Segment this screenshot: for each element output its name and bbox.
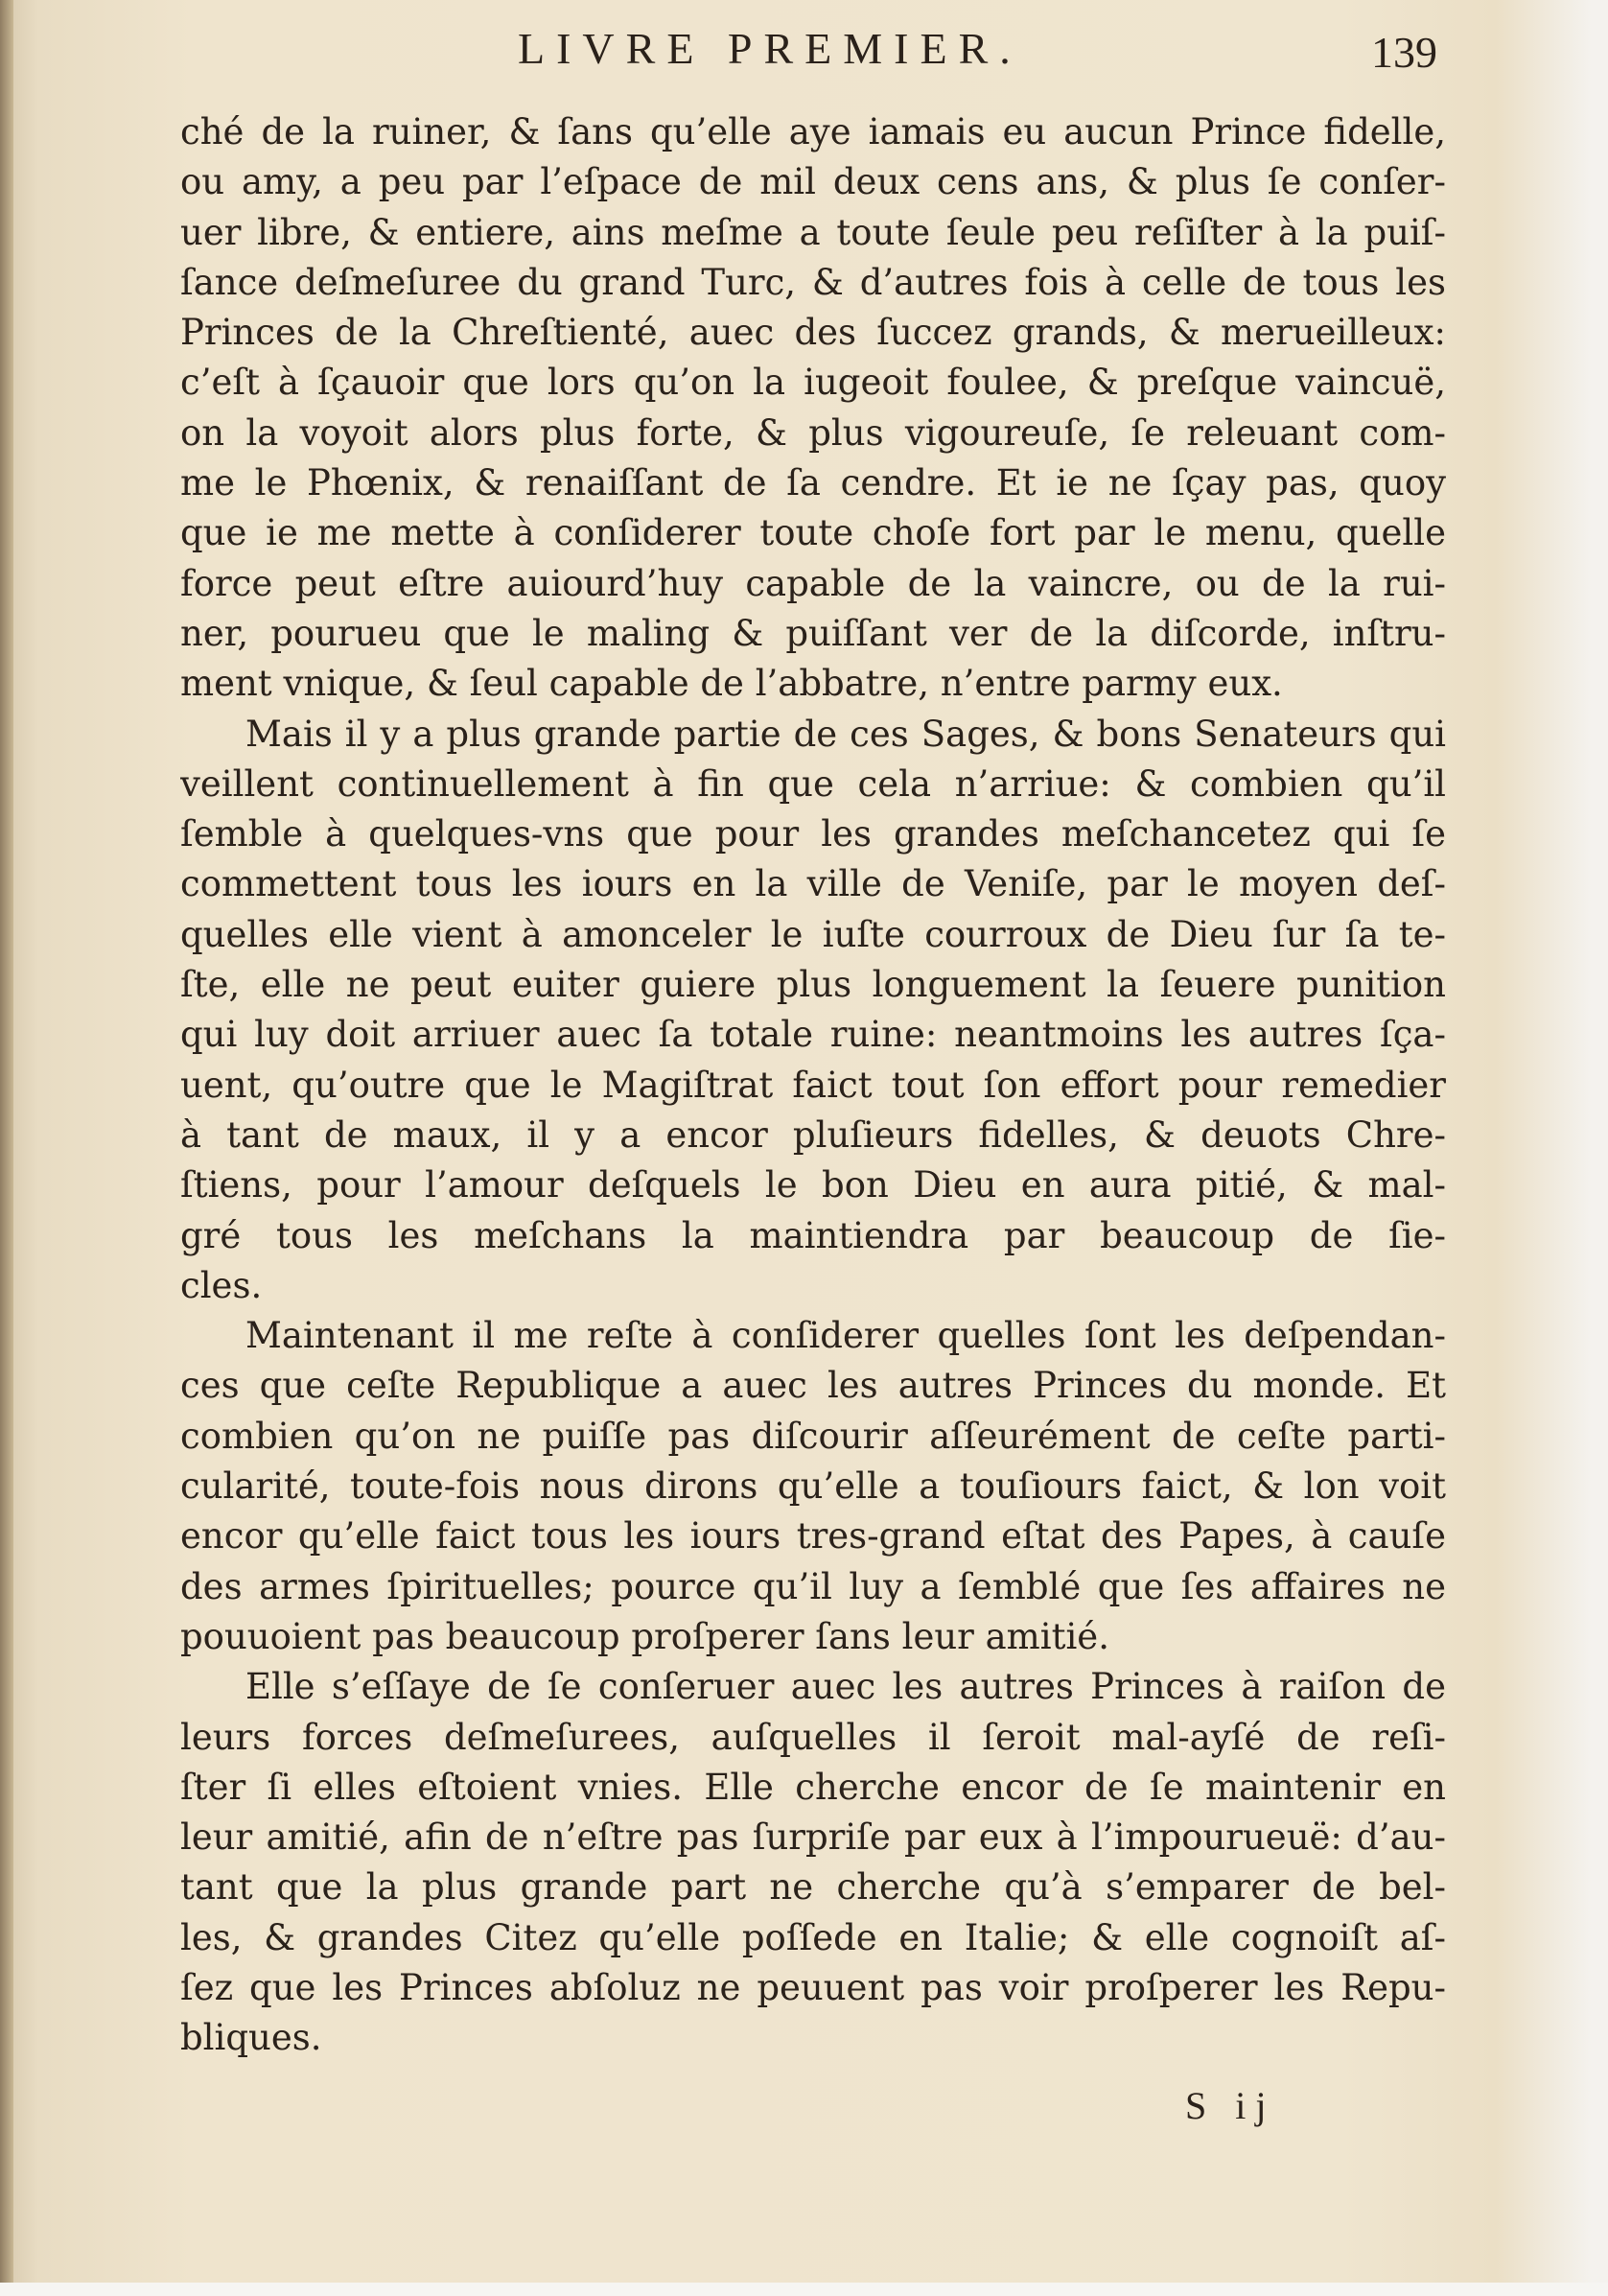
text-line: ou amy, a peu par l’eſpace de mil deux cens ans, & plus ſe conſer- xyxy=(180,161,1446,203)
text-line: c’eſt à ſçauoir que lors qu’on la iugeoit foulee, & preſque vaincuë, xyxy=(180,362,1446,404)
signature-mark: S ij xyxy=(1185,2084,1276,2127)
text-line: combien qu’on ne puiſſe pas diſcourir aſſeurément de ceſte parti- xyxy=(180,1415,1446,1457)
text-line: ſez que les Princes abſoluz ne peuuent pas voir proſperer les Repu- xyxy=(180,1966,1446,2008)
text-line: que ie me mette à conſiderer toute choſe fort par le menu, quelle xyxy=(180,512,1446,554)
text-line: cularité, toute-fois nous dirons qu’elle a touſiours faict, & lon voit xyxy=(180,1465,1446,1508)
text-line: force peut eſtre auiourd’huy capable de la vaincre, ou de la rui- xyxy=(180,562,1446,604)
text-line: qui luy doit arriuer auec ſa totale ruine: neantmoins les autres ſça- xyxy=(180,1014,1446,1056)
text-line: ſtiens, pour l’amour deſquels le bon Dieu en aura pitié, & mal- xyxy=(180,1164,1446,1207)
paragraph-start: Mais il y a plus grande partie de ces Sages, & bons Senateurs qui xyxy=(245,713,1446,755)
text-line: uer libre, & entiere, ains meſme a toute ſeule peu reſiſter à la puiſ- xyxy=(180,211,1446,253)
text-line: ner, pourueu que le maling & puiſſant ver de la diſcorde, inſtru- xyxy=(180,612,1446,654)
text-line: commettent tous les iours en la ville de Veniſe, par le moyen deſ- xyxy=(180,863,1446,905)
text-line: me le Phœnix, & renaiſſant de ſa cendre. Et ie ne ſçay pas, quoy xyxy=(180,462,1446,504)
text-line: uent, qu’outre que le Magiſtrat faict tout ſon effort pour remedier xyxy=(180,1064,1446,1106)
text-line: ſemble à quelques-vns que pour les grandes meſchancetez qui ſe xyxy=(180,813,1446,855)
text-line: Princes de la Chreſtienté, auec des ſuccez grands, & merueilleux: xyxy=(180,312,1446,354)
text-line: pouuoient pas beaucoup proſperer ſans leur amitié. xyxy=(180,1615,1109,1657)
running-title: LIVRE PREMIER. xyxy=(518,24,1022,73)
page-number: 139 xyxy=(1371,28,1437,77)
text-line: des armes ſpirituelles; pource qu’il luy a ſemblé que ſes affaires ne xyxy=(180,1565,1446,1607)
text-line: on la voyoit alors plus forte, & plus vigoureuſe, ſe releuant com- xyxy=(180,411,1446,454)
paragraph-start: Elle s’eſſaye de ſe conſeruer auec les autres Princes à raiſon de xyxy=(245,1666,1446,1708)
text-line: à tant de maux, il y a encor pluſieurs fidelles, & deuots Chre- xyxy=(180,1113,1446,1156)
body-text xyxy=(180,107,1446,2064)
text-line: ment vnique, & ſeul capable de l’abbatre, n’entre parmy eux. xyxy=(180,663,1283,705)
text-line: ſter ſi elles eſtoient vnies. Elle cherche encor de ſe maintenir en xyxy=(180,1766,1446,1808)
text-line: ſance deſmeſuree du grand Turc, & d’autres fois à celle de tous les xyxy=(180,261,1446,303)
text-line: gré tous les meſchans la maintiendra par beaucoup de ſie- xyxy=(180,1214,1446,1256)
text-line: quelles elle vient à amonceler le iuſte courroux de Dieu ſur ſa te- xyxy=(180,913,1446,955)
text-line: bliques. xyxy=(180,2017,322,2059)
text-line: cles. xyxy=(180,1264,263,1306)
text-line: leurs forces deſmeſurees, auſquelles il ſeroit mal-ayſé de reſi- xyxy=(180,1716,1446,1758)
text-line: leur amitié, afin de n’eſtre pas ſurpriſe par eux à l’impourueuë: d’au- xyxy=(180,1816,1446,1859)
text-line: les, & grandes Citez qu’elle poſſede en Italie; & elle cognoiſt aſ- xyxy=(180,1916,1446,1958)
paragraph-start: Maintenant il me reſte à conſiderer quelles ſont les deſpendan- xyxy=(245,1315,1446,1357)
text-line: ché de la ruiner, & ſans qu’elle aye iamais eu aucun Prince fidelle, xyxy=(180,111,1446,152)
text-line: veillent continuellement à fin que cela n’arriue: & combien qu’il xyxy=(180,762,1446,805)
text-line: ſte, elle ne peut euiter guiere plus longuement la ſeuere punition xyxy=(180,964,1446,1006)
text-line: ces que ceſte Republique a auec les autres Princes du monde. Et xyxy=(180,1365,1446,1407)
text-line: encor qu’elle faict tous les iours tres-grand eſtat des Papes, à cauſe xyxy=(180,1515,1446,1558)
text-line: tant que la plus grande part ne cherche qu’à s’emparer de bel- xyxy=(180,1866,1446,1909)
